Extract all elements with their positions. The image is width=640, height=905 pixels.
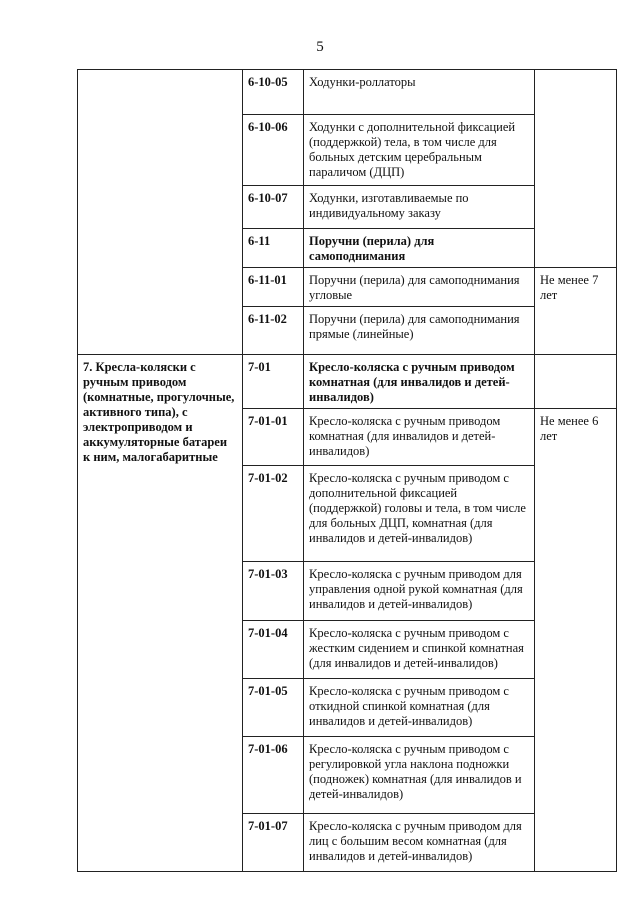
service-term: Не менее 7 лет: [535, 268, 617, 355]
item-code: 7-01-04: [243, 621, 304, 679]
item-name: Ходунки, изготавливаемые по индивидуальному заказу: [304, 186, 535, 229]
item-name: Ходунки-роллаторы: [304, 70, 535, 115]
item-code: 6-11-01: [243, 268, 304, 307]
item-name: Кресло-коляска с ручным приводом для управления одной рукой комнатная (для инвалидов и детей-инвалидов): [304, 562, 535, 621]
item-code: 7-01-05: [243, 679, 304, 737]
item-code: 7-01-03: [243, 562, 304, 621]
item-code: 6-11-02: [243, 307, 304, 355]
item-name: Кресло-коляска с ручным приводом с дополнительной фиксацией (поддержкой) головы и тела, в том числе для больных ДЦП, комнатная (для инвалидов и детей-инвалидов): [304, 466, 535, 562]
item-code: 7-01-07: [243, 814, 304, 872]
item-name: Кресло-коляска с ручным приводом с жестким сидением и спинкой комнатная (для инвалидов и детей-инвалидов): [304, 621, 535, 679]
item-name: Поручни (перила) для самоподнимания: [304, 229, 535, 268]
category-cell-empty: [78, 70, 243, 355]
category-cell: 7. Кресла-коляски с ручным приводом (комнатные, прогулочные, активного типа), с электроприводом и аккумуляторные батареи к ним, малогабаритные: [78, 355, 243, 872]
item-code: 6-11: [243, 229, 304, 268]
item-code: 6-10-05: [243, 70, 304, 115]
item-name: Поручни (перила) для самоподнимания прямые (линейные): [304, 307, 535, 355]
table-row-group: [78, 355, 617, 409]
item-name: Кресло-коляска с ручным приводом комнатная (для инвалидов и детей-инвалидов): [304, 409, 535, 466]
rehab-items-table: [77, 69, 617, 872]
item-name: Кресло-коляска с ручным приводом для лиц с большим весом комнатная (для инвалидов и детей-инвалидов): [304, 814, 535, 872]
service-term: Не менее 6 лет: [535, 409, 617, 872]
item-code: 7-01-06: [243, 737, 304, 814]
page-number: 5: [316, 39, 324, 55]
item-code: 7-01-02: [243, 466, 304, 562]
item-name: Кресло-коляска с ручным приводом с откидной спинкой комнатная (для инвалидов и детей-инвалидов): [304, 679, 535, 737]
item-name: Ходунки с дополнительной фиксацией (поддержкой) тела, в том числе для больных детским церебральным параличом (ДЦП): [304, 115, 535, 186]
item-name: Кресло-коляска с ручным приводом с регулировкой угла наклона подножки (подножек) комнатная (для инвалидов и детей-инвалидов): [304, 737, 535, 814]
term-cell-empty: [535, 70, 617, 268]
table-row: [78, 70, 617, 115]
item-name: Поручни (перила) для самоподнимания угловые: [304, 268, 535, 307]
term-cell-empty: [535, 355, 617, 409]
item-code: 7-01-01: [243, 409, 304, 466]
item-code: 6-10-06: [243, 115, 304, 186]
item-code: 6-10-07: [243, 186, 304, 229]
item-name: Кресло-коляска с ручным приводом комнатная (для инвалидов и детей-инвалидов): [304, 355, 535, 409]
item-code: 7-01: [243, 355, 304, 409]
